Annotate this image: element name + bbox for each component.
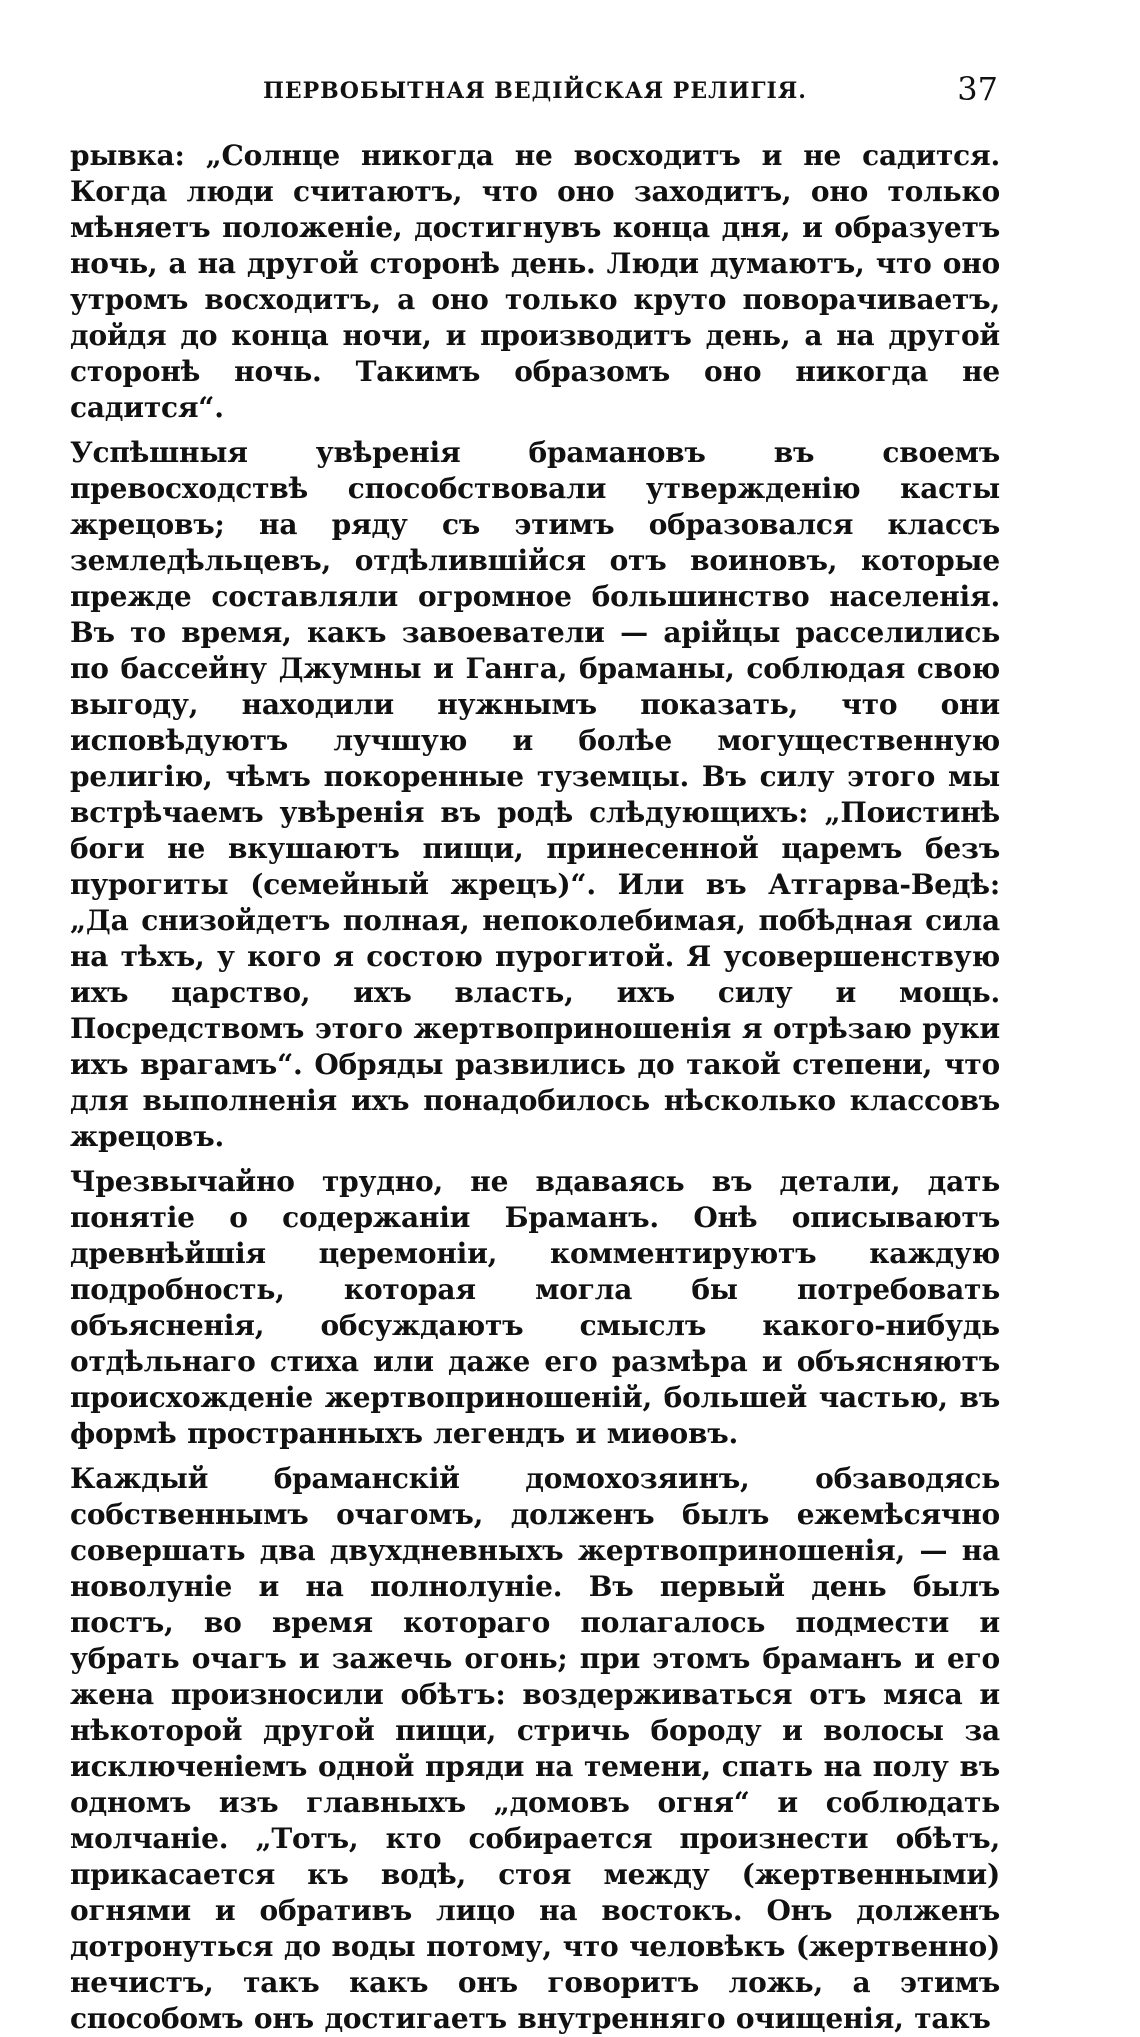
- body-text: [70, 138, 1000, 2035]
- paragraph-3: Чрезвычайно трудно, не вдаваясь въ детали, дать понятіе о содержаніи Браманъ. Онѣ описываютъ древнѣйшія церемоніи, комментируютъ каждую подробность, которая могла бы потребовать объясненія, обсуждаютъ смыслъ какого-нибудь отдѣльнаго стиха или даже его размѣра и объясняютъ происхожденіе жертвоприношеній, большей частью, въ формѣ пространныхъ легендъ и миѳовъ.: [70, 1165, 1000, 1450]
- page-number: 37: [957, 70, 998, 108]
- running-title: ПЕРВОБЫТНАЯ ВЕДІЙСКАЯ РЕЛИГІЯ.: [263, 78, 807, 104]
- paragraph-4: Каждый браманскій домохозяинъ, обзаводясь собственнымъ очагомъ, долженъ былъ ежемѣсячно совершать два двухдневныхъ жертвоприношенія, — на новолуніе и на полнолуніе. Въ первый день былъ постъ, во время котораго полагалось подмести и убрать очагъ и зажечь огонь; при этомъ браманъ и его жена произносили обѣтъ: воздерживаться отъ мяса и нѣкоторой другой пищи, стричь бороду и волосы за исключеніемъ одной пряди на темени, спать на полу въ одномъ изъ главныхъ „домовъ огня“ и соблюдать молчаніе. „Тотъ, кто собирается произнести обѣтъ, прикасается къ водѣ, стоя между (жертвенными) огнями и обративъ лицо на востокъ. Онъ долженъ дотронуться до воды потому, что человѣкъ (жертвенно) нечистъ, такъ какъ онъ говоритъ ложь, а этимъ способомъ онъ достигаетъ внутренняго очищенія, такъ: [70, 1462, 1000, 2035]
- running-head: [70, 70, 1000, 110]
- paragraph-1: рывка: „Солнце никогда не восходитъ и не садится. Когда люди считаютъ, что оно заходитъ, оно только мѣняетъ положеніе, достигнувъ конца дня, и образуетъ ночь, а на другой сторонѣ день. Люди думаютъ, что оно утромъ восходитъ, а оно только круто поворачиваетъ, дойдя до конца ночи, и производитъ день, а на другой сторонѣ ночь. Такимъ образомъ оно никогда не садится“.: [70, 139, 1000, 424]
- paragraph-2: Успѣшныя увѣренія брамановъ въ своемъ превосходствѣ способствовали утвержденію касты жрецовъ; на ряду съ этимъ образовался классъ земледѣльцевъ, отдѣлившійся отъ воиновъ, которые прежде составляли огромное большинство населенія. Въ то время, какъ завоеватели — арійцы расселились по бассейну Джумны и Ганга, браманы, соблюдая свою выгоду, находили нужнымъ показать, что они исповѣдуютъ лучшую и болѣе могущественную религію, чѣмъ покоренные туземцы. Въ силу этого мы встрѣчаемъ увѣренія въ родѣ слѣдующихъ: „Поистинѣ боги не вкушаютъ пищи, принесенной царемъ безъ пурогиты (семейный жрецъ)“. Или въ Атгарва-Ведѣ: „Да снизойдетъ полная, непоколебимая, побѣдная сила на тѣхъ, у кого я состою пурогитой. Я усовершенствую ихъ царство, ихъ власть, ихъ силу и мощь. Посредствомъ этого жертвоприношенія я отрѣзаю руки ихъ врагамъ“. Обряды развились до такой степени, что для выполненія ихъ понадобилось нѣсколько классовъ жрецовъ.: [70, 436, 1000, 1153]
